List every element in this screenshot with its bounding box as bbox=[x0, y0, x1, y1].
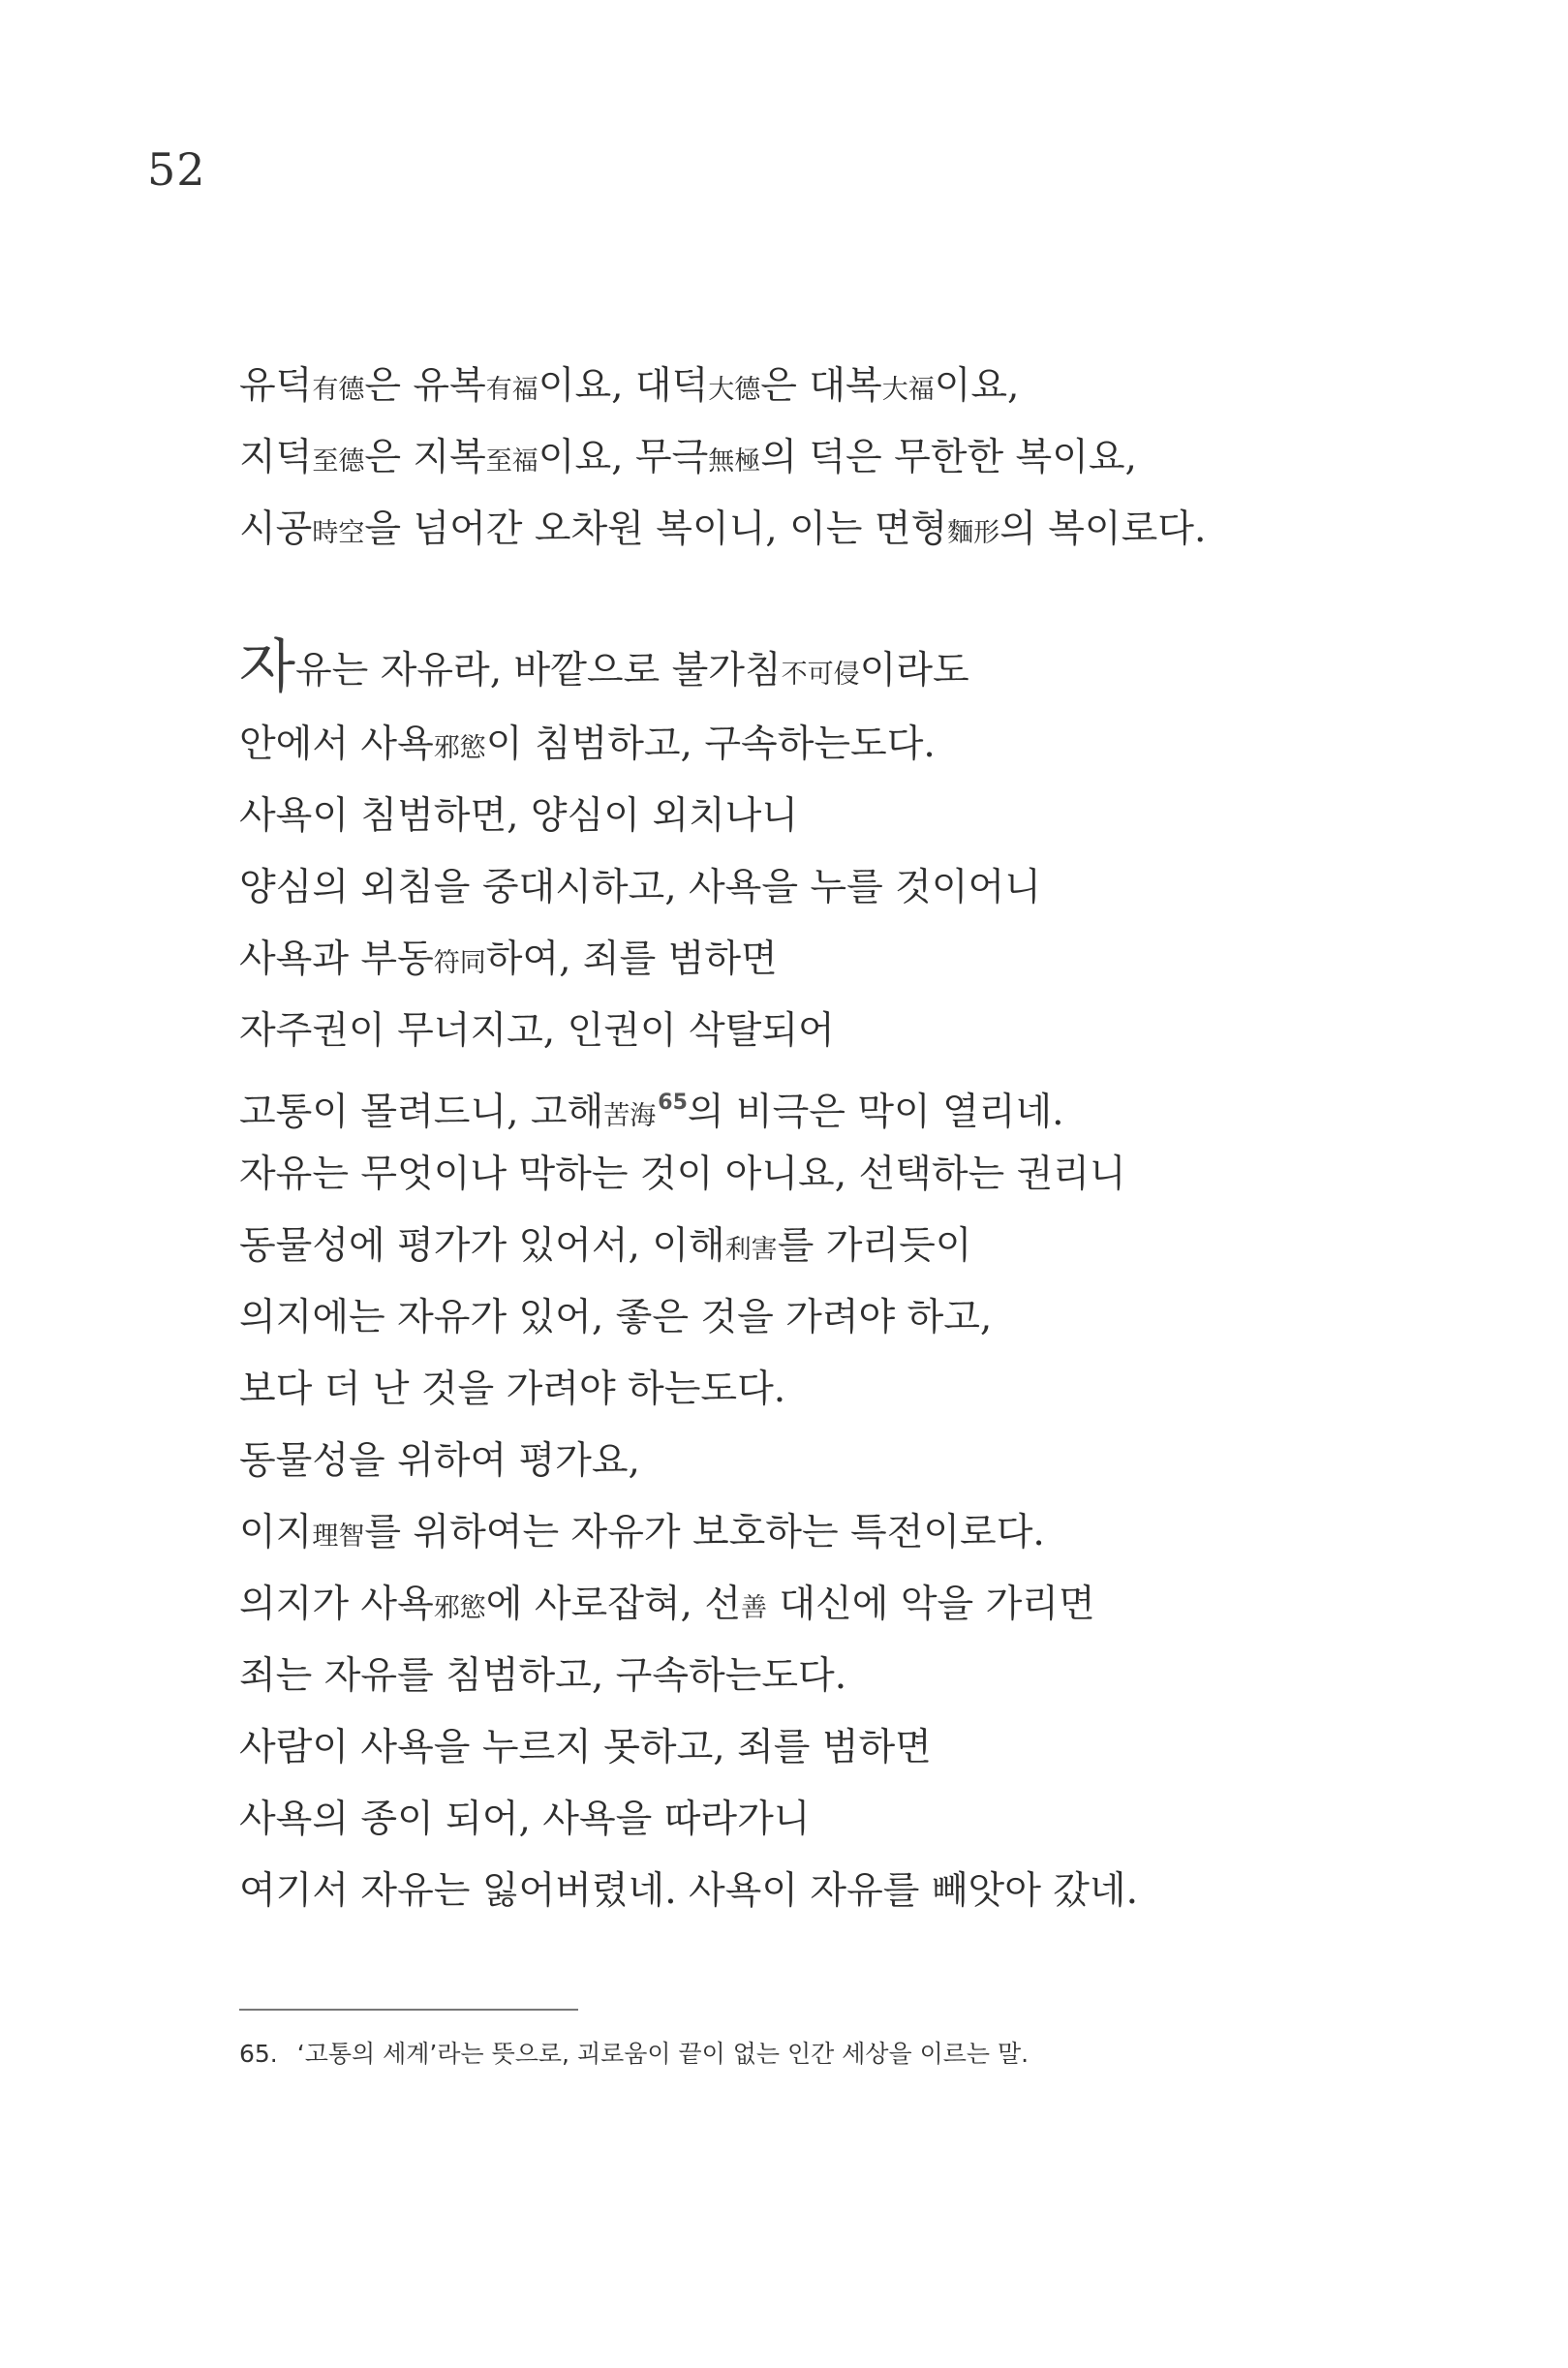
hanja-annotation: 至德 bbox=[312, 446, 365, 477]
footnote-text: ‘고통의 세계’라는 뜻으로, 괴로움이 끝이 없는 인간 세상을 이르는 말. bbox=[296, 2040, 1030, 2068]
line-text: 지덕 bbox=[239, 436, 313, 479]
poem-line bbox=[239, 1211, 1138, 1282]
poem-line bbox=[239, 1067, 1138, 1139]
line-text: 죄는 자유를 침범하고, 구속하는도다. bbox=[239, 1654, 847, 1698]
hanja-annotation: 有德 bbox=[312, 375, 365, 405]
line-text: 은 유복 bbox=[364, 364, 486, 408]
poem-line bbox=[239, 1641, 1138, 1712]
line-text: 이요, 무극 bbox=[538, 436, 709, 479]
line-text: 의 비극은 막이 열리네. bbox=[687, 1091, 1064, 1134]
poem-line bbox=[239, 1784, 1138, 1856]
line-text: 사욕이 침범하면, 양심이 외치나니 bbox=[239, 794, 799, 838]
poem-line bbox=[239, 924, 1138, 996]
poem-line bbox=[239, 494, 1206, 566]
line-text: 대신에 악을 가리면 bbox=[767, 1583, 1095, 1626]
line-text: 유는 자유라, 바깥으로 불가침 bbox=[294, 649, 782, 692]
hanja-annotation: 邪慾 bbox=[433, 1593, 486, 1623]
hanja-annotation: 無極 bbox=[708, 446, 761, 477]
hanja-annotation: 不可侵 bbox=[781, 660, 860, 690]
poem-line bbox=[239, 781, 1138, 852]
line-text: 이라도 bbox=[859, 649, 969, 692]
hanja-annotation: 利害 bbox=[724, 1235, 778, 1265]
poem-line bbox=[239, 996, 1138, 1067]
drop-cap: 자 bbox=[239, 633, 295, 701]
hanja-annotation: 邪慾 bbox=[433, 733, 486, 763]
line-text: 의지가 사욕 bbox=[239, 1583, 434, 1626]
line-text: 하여, 죄를 범하면 bbox=[485, 938, 778, 981]
poem-line bbox=[239, 1856, 1138, 1927]
footnote-divider bbox=[239, 2009, 578, 2011]
poem-line bbox=[239, 1354, 1138, 1426]
poem-stanza-2 bbox=[239, 626, 1138, 1927]
hanja-annotation: 苦海 bbox=[603, 1101, 657, 1131]
line-text: 를 가리듯이 bbox=[777, 1224, 972, 1268]
line-text: 이 침범하고, 구속하는도다. bbox=[485, 723, 936, 766]
line-text: 여기서 자유는 잃어버렸네. 사욕이 자유를 빼앗아 갔네. bbox=[239, 1869, 1139, 1913]
line-text: 사욕과 부동 bbox=[239, 938, 434, 981]
hanja-annotation: 至福 bbox=[485, 446, 538, 477]
footnote-number: 65. bbox=[239, 2040, 278, 2068]
line-text: 자주권이 무너지고, 인권이 삭탈되어 bbox=[239, 1009, 835, 1053]
page-number: 52 bbox=[147, 143, 206, 196]
line-text: 이요, bbox=[934, 364, 1020, 408]
hanja-annotation: 符同 bbox=[433, 948, 486, 978]
line-text: 이요, 대덕 bbox=[538, 364, 709, 408]
line-text: 사욕의 종이 되어, 사욕을 따라가니 bbox=[239, 1798, 811, 1841]
poem-stanza-1 bbox=[239, 351, 1206, 566]
line-text: 의 덕은 무한한 복이요, bbox=[760, 436, 1137, 479]
footnote-reference: 65 bbox=[658, 1091, 688, 1115]
line-text: 양심의 외침을 중대시하고, 사욕을 누를 것이어니 bbox=[239, 866, 1041, 909]
line-text: 동물성을 위하여 평가요, bbox=[239, 1439, 640, 1483]
poem-line bbox=[239, 1139, 1138, 1211]
poem-line bbox=[239, 1282, 1138, 1354]
poem-line bbox=[239, 626, 1138, 709]
line-text: 유덕 bbox=[239, 364, 313, 408]
line-text: 시공 bbox=[239, 507, 313, 551]
hanja-annotation: 理智 bbox=[312, 1522, 365, 1552]
line-text: 의 복이로다. bbox=[999, 507, 1207, 551]
line-text: 사람이 사욕을 누르지 못하고, 죄를 범하면 bbox=[239, 1726, 932, 1769]
poem-line bbox=[239, 709, 1138, 781]
poem-line bbox=[239, 1426, 1138, 1497]
line-text: 은 대복 bbox=[760, 364, 882, 408]
line-text: 고통이 몰려드니, 고해 bbox=[239, 1091, 604, 1134]
hanja-annotation: 麵形 bbox=[947, 518, 1000, 548]
poem-line bbox=[239, 351, 1206, 422]
line-text: 에 사로잡혀, 선 bbox=[485, 1583, 742, 1626]
line-text: 은 지복 bbox=[364, 436, 486, 479]
footnote bbox=[239, 2037, 1029, 2072]
poem-line bbox=[239, 1712, 1138, 1784]
line-text: 동물성에 평가가 있어서, 이해 bbox=[239, 1224, 725, 1268]
line-text: 자유는 무엇이나 막하는 것이 아니요, 선택하는 권리니 bbox=[239, 1153, 1126, 1196]
line-text: 를 위하여는 자유가 보호하는 특전이로다. bbox=[364, 1511, 1045, 1554]
poem-line bbox=[239, 422, 1206, 494]
poem-line bbox=[239, 1497, 1138, 1569]
line-text: 을 넘어간 오차원 복이니, 이는 면형 bbox=[364, 507, 948, 551]
poem-line bbox=[239, 1569, 1138, 1641]
hanja-annotation: 大福 bbox=[881, 375, 935, 405]
line-text: 의지에는 자유가 있어, 좋은 것을 가려야 하고, bbox=[239, 1296, 993, 1339]
line-text: 보다 더 난 것을 가려야 하는도다. bbox=[239, 1368, 786, 1411]
hanja-annotation: 善 bbox=[741, 1593, 768, 1623]
hanja-annotation: 大德 bbox=[708, 375, 761, 405]
line-text: 안에서 사욕 bbox=[239, 723, 434, 766]
line-text: 이지 bbox=[239, 1511, 313, 1554]
hanja-annotation: 有福 bbox=[485, 375, 538, 405]
poem-line bbox=[239, 852, 1138, 924]
hanja-annotation: 時空 bbox=[312, 518, 365, 548]
